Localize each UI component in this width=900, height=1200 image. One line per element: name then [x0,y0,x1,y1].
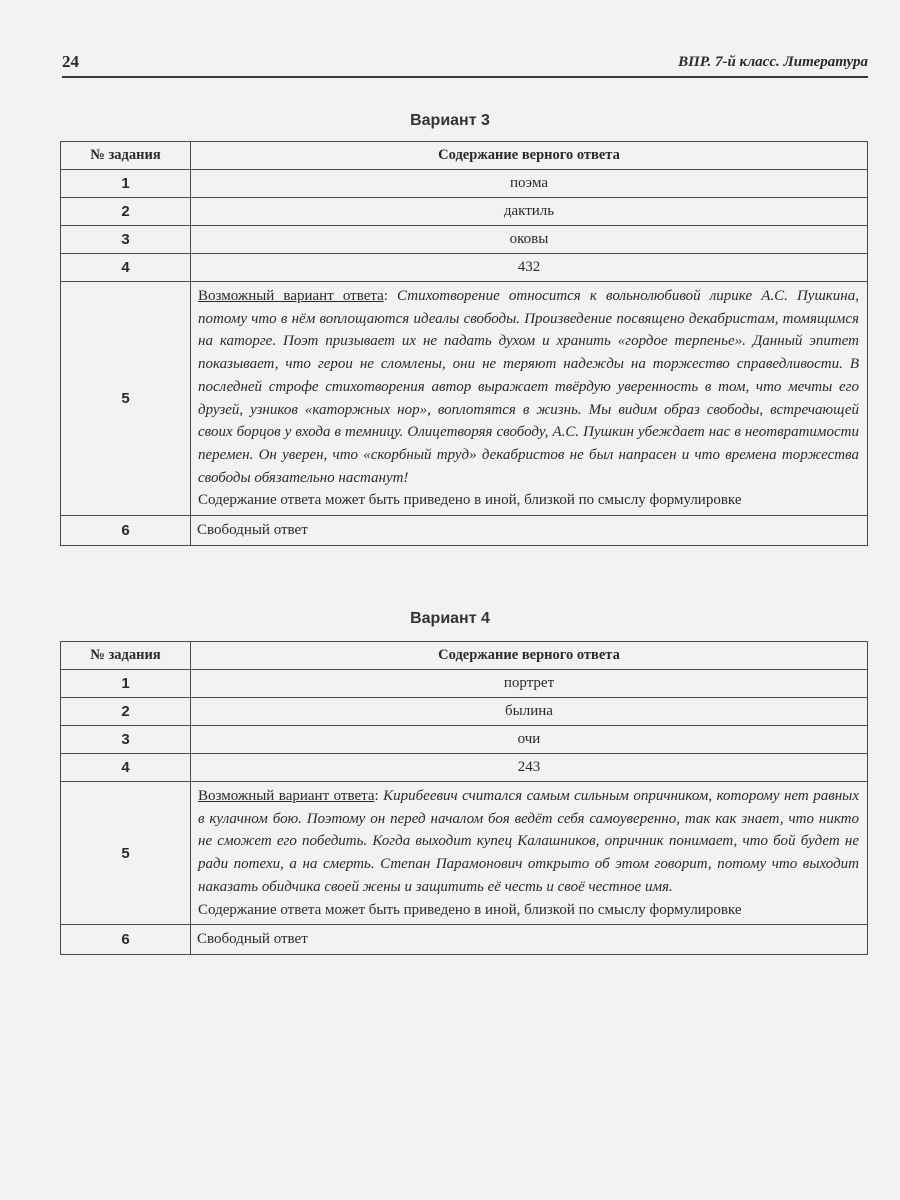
running-title: ВПР. 7-й класс. Литература [678,54,868,70]
table-header-row [61,142,868,170]
answer: Свободный ответ [191,925,868,955]
table-row-essay [61,282,868,516]
table-row [61,516,868,546]
answer: 243 [191,754,868,782]
task-number: 5 [61,782,191,925]
answer: очи [191,726,868,754]
answer: поэма [191,170,868,198]
table-row [61,698,868,726]
answer-label: Возможный вариант ответа [198,288,384,304]
variant-4-answer-table [60,641,868,955]
answer: портрет [191,670,868,698]
task-number-header: № задания [61,142,191,170]
answer: былина [191,698,868,726]
task-number: 3 [61,226,191,254]
task-number-header: № задания [61,642,191,670]
answer-content-header: Содержание верного ответа [191,642,868,670]
colon: : [374,788,384,804]
answer-note: Содержание ответа может быть приведено в иной, близкой по смыслу формулировке [198,901,742,918]
answer: дактиль [191,198,868,226]
page-header [62,52,868,78]
table-row [61,754,868,782]
task-number: 1 [61,170,191,198]
table-row [61,198,868,226]
essay-answer [191,782,868,925]
table-header-row [61,642,868,670]
task-number: 6 [61,516,191,546]
variant-4-title: Вариант 4 [410,610,490,627]
table-row [61,170,868,198]
answer-label: Возможный вариант ответа [198,788,375,804]
variant-3-answer-table [60,141,868,546]
task-number: 6 [61,925,191,955]
table-row [61,670,868,698]
table-row [61,254,868,282]
answer: оковы [191,226,868,254]
task-number: 5 [61,282,191,516]
task-number: 1 [61,670,191,698]
answer: Свободный ответ [191,516,868,546]
answer-content-header: Содержание верного ответа [191,142,868,170]
task-number: 3 [61,726,191,754]
answer-text: Стихотворение относится к вольнолюбивой лирике А.С. Пушкина, потому что в нём воплощаются идеалы свободы. Произведение посвящено декабристам, томящимся на каторге. Поэт призывает их не падать духом и хранить «гордое терпенье». Данный эпитет показывает, что герои не сломлены, они не теряют надежды на торжество справедливости. В последней строфе стихотворения автор выражает твёрдую уверенность в том, что мечты его друзей, узников «каторжных нор», воплотятся в жизнь. Мы видим образ свободы, встречающей своих борцов у входа в темницу. Олицетворяя свободу, А.С. Пушкин убеждает нас в неотвратимости перемен. Он уверен, что «скорбный труд» декабристов не был напрасен и что времена торжества свободы обязательно настанут! [198,288,859,486]
table-row [61,726,868,754]
essay-answer [191,282,868,516]
task-number: 4 [61,754,191,782]
table-row [61,925,868,955]
task-number: 4 [61,254,191,282]
answer-note: Содержание ответа может быть приведено в иной, близкой по смыслу формулировке [198,492,742,509]
task-number: 2 [61,698,191,726]
table-row [61,226,868,254]
answer: 432 [191,254,868,282]
variant-3-title: Вариант 3 [410,112,490,129]
page-number: 24 [62,52,79,71]
colon: : [383,288,398,304]
answer-text: Кирибеевич считался самым сильным опричником, которому нет равных в кулачном бою. Поэтому он перед началом боя ведёт себя самоуверенно, так как знает, что никто не сможет его победить. Когда выходит купец Калашников, опричник понимает, что бой будет не ради потехи, а на смерть. Степан Парамонович открыто об этом говорит, потому что выходит наказать обидчика своей жены и защитить её честь и своё честное имя. [198,788,859,895]
table-row-essay [61,782,868,925]
task-number: 2 [61,198,191,226]
